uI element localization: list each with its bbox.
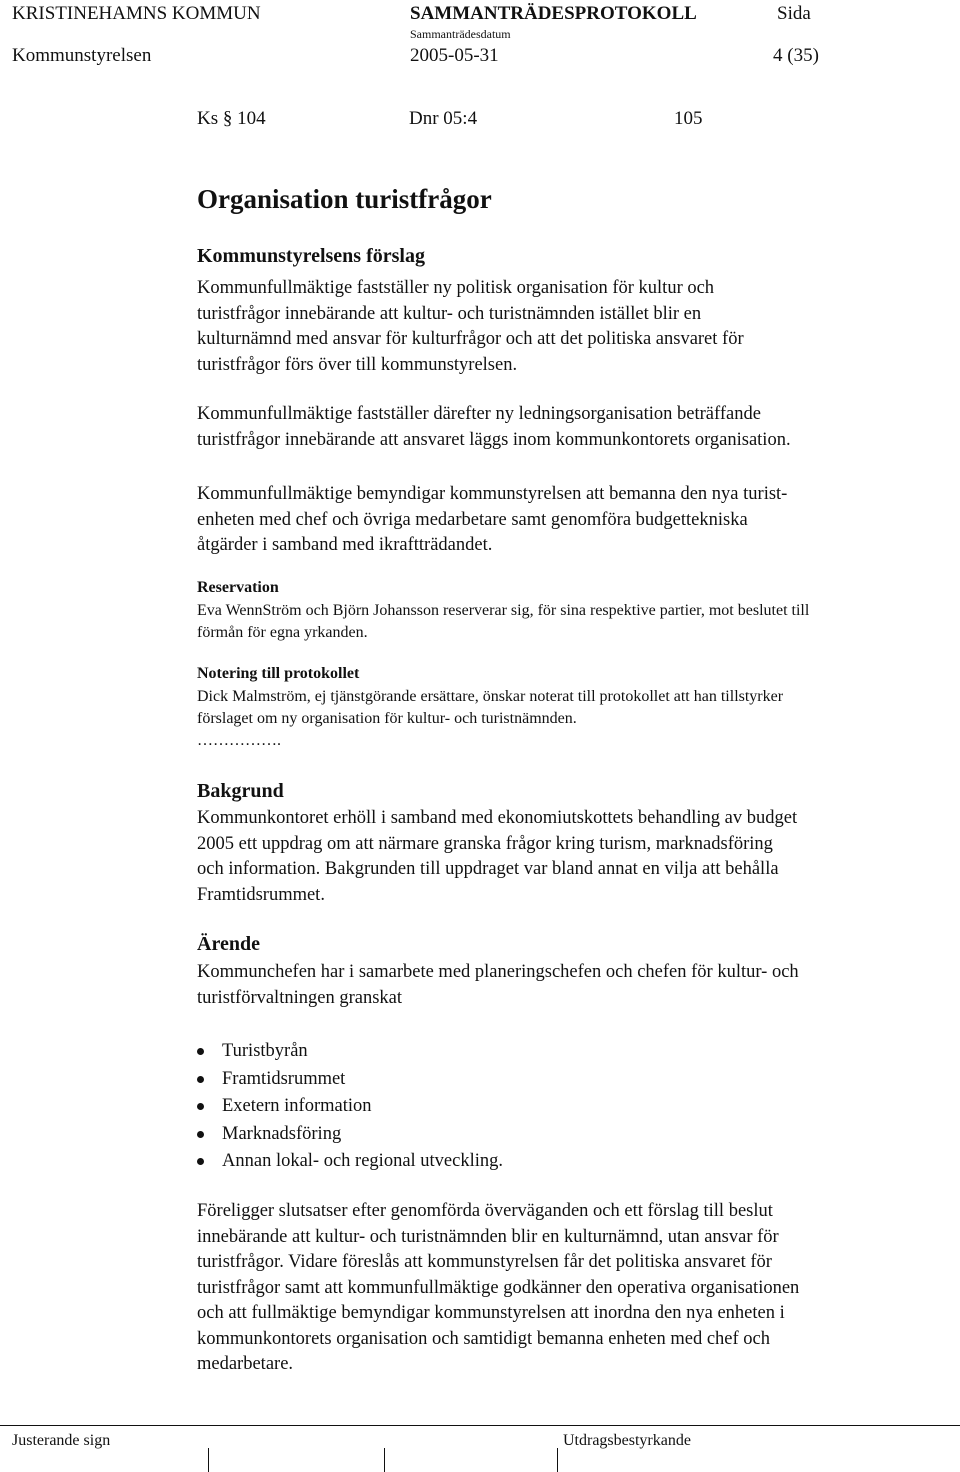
ref-paragraph: Ks § 104 [197,108,266,129]
header-body: Kommunstyrelsen [12,45,152,66]
list-item [197,1121,937,1149]
footer-justerande-sign: Justerande sign [12,1432,111,1449]
reservation-heading: Reservation [197,579,279,596]
text-line: Kommunchefen har i samarbete med planeringschefen och chefen för kultur- och [197,962,799,982]
ref-dnr: Dnr 05:4 [409,108,478,129]
bullet-icon [197,1048,204,1055]
footer-utdragsbestyrkande: Utdragsbestyrkande [563,1432,691,1449]
separator-dots: ……………. [197,732,281,749]
text-line: Föreligger slutsatser efter genomförda överväganden och ett förslag till beslut [197,1201,773,1221]
text-line: förslaget om ny organisation för kultur- och turistnämnden. [197,710,577,727]
header-page-number: 4 (35) [773,45,819,66]
text-line: turistfrågor förs över till kommunstyrelsen. [197,354,518,375]
signature-box-divider [557,1448,558,1472]
list-item-label: Exetern information [222,1096,372,1116]
list-item [197,1038,937,1066]
text-line: förmån för egna yrkanden. [197,624,368,641]
text-line: turistförvaltningen granskat [197,987,402,1008]
text-line: och att fullmäktige bemyndigar kommunstyrelsen att inordna den nya enheten i [197,1303,785,1323]
bullet-icon [197,1158,204,1165]
signature-box-divider [384,1448,385,1472]
text-line: innebärande att kultur- och turistnämnden blir en kulturnämnd, utan ansvar för [197,1226,779,1247]
forslag-paragraph-3 [197,482,937,559]
list-item [197,1148,937,1176]
list-item-label: Annan lokal- och regional utveckling. [222,1151,504,1171]
text-line: turistfrågor innebärande att ansvaret läggs inom kommunkontorets organisation. [197,429,791,450]
header-date-label: Sammanträdesdatum [410,27,511,41]
notering-text [197,686,937,752]
text-line: turistfrågor samt att kommunfullmäktige godkänner den operativa organisationen [197,1277,800,1298]
text-line: kulturnämnd med ansvar för kulturfrågor och att det politiska ansvaret för [197,329,744,349]
arende-conclusion [197,1199,937,1378]
text-line: Kommunfullmäktige fastställer därefter ny ledningsorganisation beträffande [197,404,761,424]
header-page-label: Sida [777,3,811,24]
text-line: enheten med chef och övriga medarbetare samt genomföra budgettekniska [197,509,748,530]
reservation-text [197,600,937,644]
arende-bullet-list [197,1038,937,1176]
arende-heading: Ärende [197,933,260,955]
text-line: Eva WennStröm och Björn Johansson reserverar sig, för sina respektive partier, mot beslutet till [197,602,810,619]
text-line: 2005 ett uppdrag om att närmare granska frågor kring turism, marknadsföring [197,833,773,854]
signature-box-divider [208,1448,209,1472]
bakgrund-heading: Bakgrund [197,780,284,802]
bakgrund-text [197,806,937,908]
bullet-icon [197,1076,204,1083]
header-date: 2005-05-31 [410,45,499,66]
list-item-label: Framtidsrummet [222,1068,346,1089]
text-line: Kommunfullmäktige fastställer ny politisk organisation för kultur och [197,278,715,298]
text-line: turistfrågor. Vidare föreslås att kommunstyrelsen får det politiska ansvaret för [197,1252,772,1272]
text-line: medarbetare. [197,1354,294,1374]
notering-heading: Notering till protokollet [197,665,360,682]
list-item-label: Marknadsföring [222,1123,342,1144]
text-line: turistfrågor innebärande att kultur- och turistnämnden istället blir en [197,303,702,324]
text-line: och information. Bakgrunden till uppdraget var bland annat en vilja att behålla [197,859,779,879]
forslag-heading: Kommunstyrelsens förslag [197,245,425,267]
bullet-icon [197,1103,204,1110]
text-line: åtgärder i samband med ikraftträdandet. [197,535,493,555]
forslag-paragraph-2 [197,402,937,453]
list-item-label: Turistbyrån [222,1041,308,1061]
forslag-paragraph-1 [197,276,937,378]
list-item [197,1093,937,1121]
ref-number: 105 [674,108,703,129]
text-line: Dick Malmström, ej tjänstgörande ersättare, önskar noterat till protokollet att han tillstyrker [197,688,784,705]
header-org: KRISTINEHAMNS KOMMUN [12,3,261,24]
text-line: Kommunfullmäktige bemyndigar kommunstyrelsen att bemanna den nya turist- [197,484,788,504]
bullet-icon [197,1131,204,1138]
page-title: Organisation turistfrågor [197,184,492,214]
text-line: Kommunkontoret erhöll i samband med ekonomiutskottets behandling av budget [197,808,798,828]
list-item [197,1066,937,1094]
text-line: Framtidsrummet. [197,884,325,905]
footer-divider [0,1425,960,1426]
arende-intro [197,960,937,1011]
text-line: kommunkontorets organisation och samtidigt bemanna enheten med chef och [197,1328,771,1349]
header-doc-type: SAMMANTRÄDESPROTOKOLL [410,3,697,24]
